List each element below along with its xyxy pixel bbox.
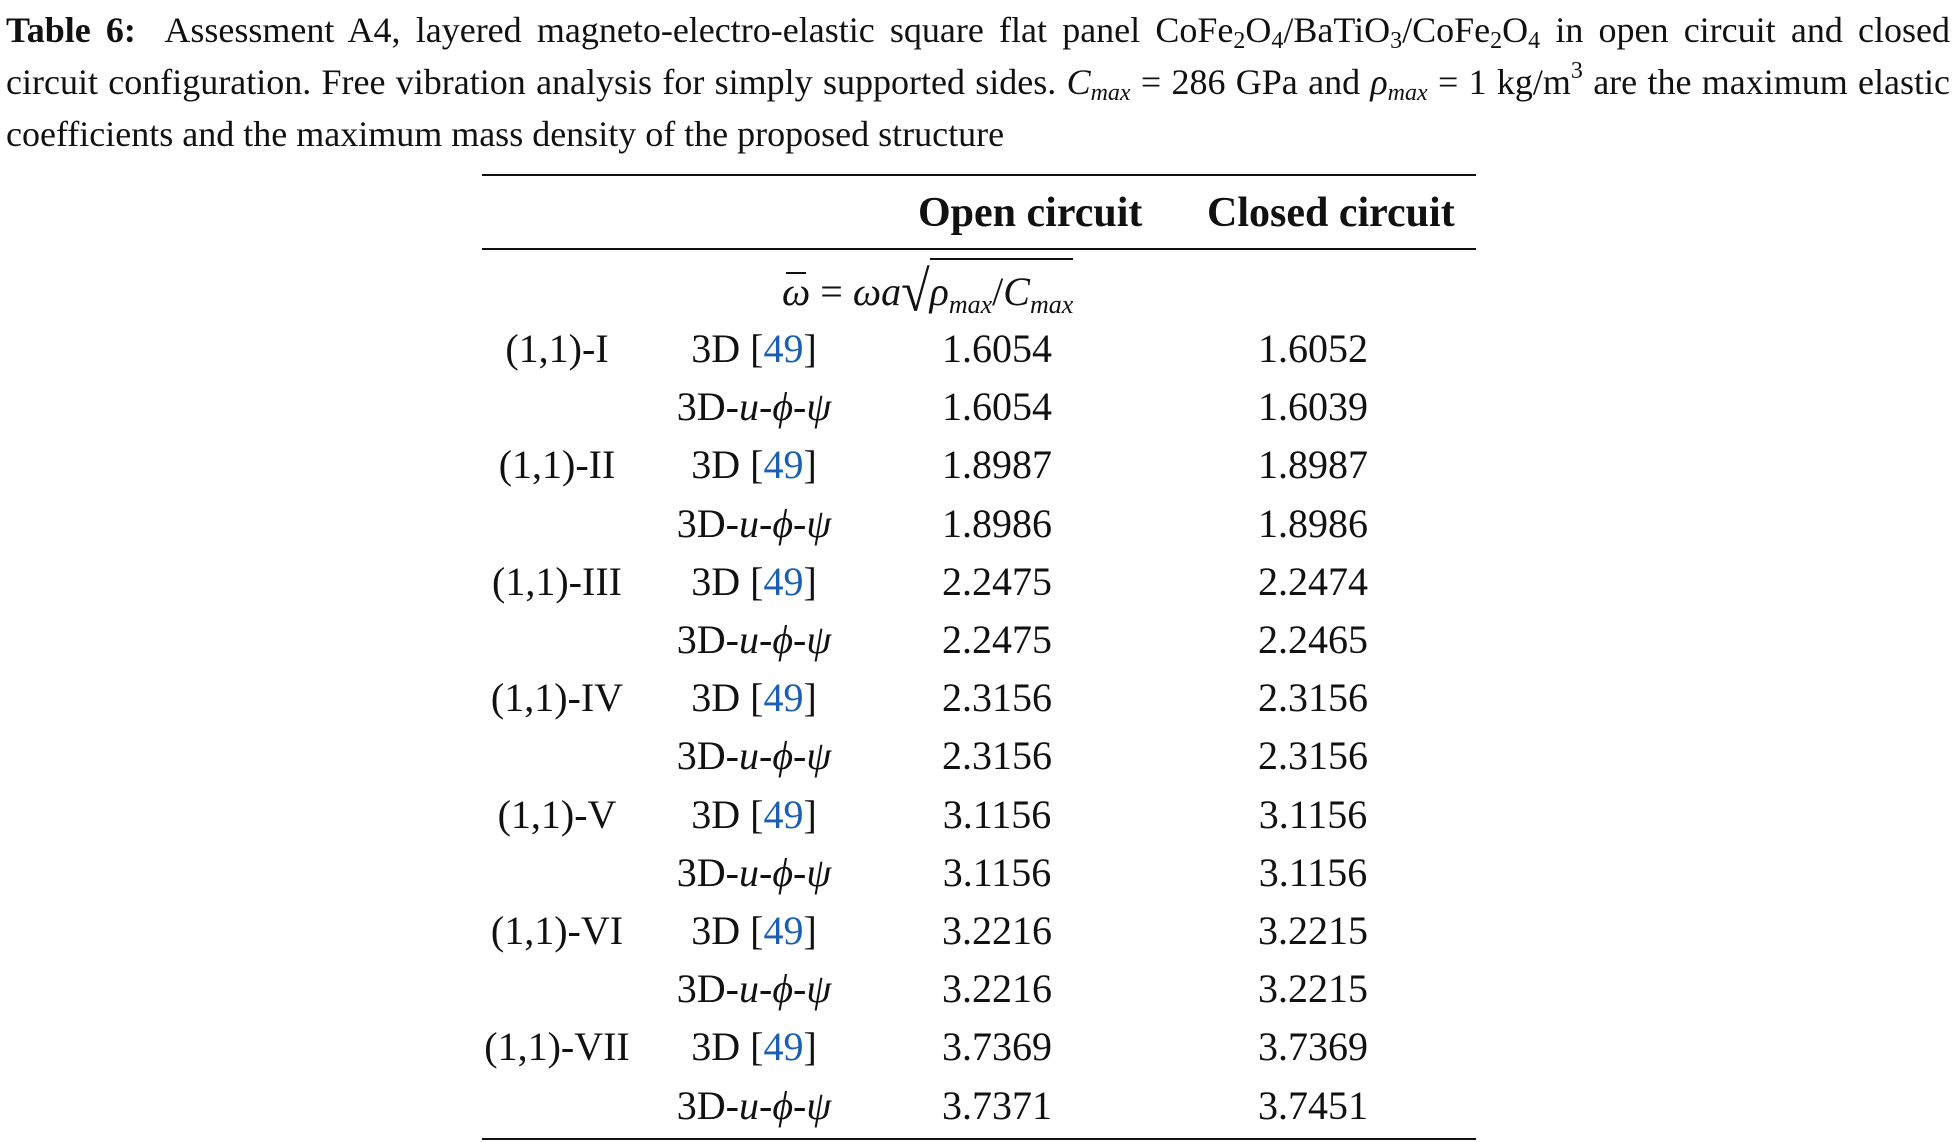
table-row bbox=[482, 960, 1476, 1018]
table-row bbox=[482, 902, 1476, 960]
table-row bbox=[482, 436, 1476, 494]
citation-link[interactable]: 49 bbox=[763, 908, 804, 953]
open-circuit-value: 2.3156 bbox=[942, 733, 1052, 779]
table-header-rule bbox=[482, 248, 1476, 250]
method-label: 3D [49] bbox=[691, 442, 817, 488]
citation-link[interactable]: 49 bbox=[763, 442, 804, 488]
closed-circuit-value: 3.7451 bbox=[1258, 1082, 1368, 1128]
open-circuit-value: 1.8987 bbox=[942, 442, 1052, 488]
mode-label: (1,1)-III bbox=[492, 558, 622, 604]
closed-circuit-value: 3.2215 bbox=[1258, 908, 1368, 953]
method-label: 3D [49] bbox=[691, 326, 817, 371]
closed-circuit-value: 3.7369 bbox=[1258, 1024, 1368, 1070]
method-label: 3D [49] bbox=[691, 1024, 817, 1070]
citation-link[interactable]: 49 bbox=[763, 558, 804, 604]
open-circuit-value: 3.7371 bbox=[942, 1082, 1052, 1128]
table-top-rule bbox=[482, 174, 1476, 176]
closed-circuit-value: 3.1156 bbox=[1258, 791, 1368, 837]
open-circuit-value: 1.6054 bbox=[942, 384, 1052, 430]
table-row bbox=[482, 786, 1476, 844]
closed-circuit-value: 2.3156 bbox=[1258, 675, 1368, 721]
method-label: 3D-u-ϕ-ψ bbox=[676, 384, 832, 430]
open-circuit-value: 3.7369 bbox=[942, 1024, 1052, 1070]
mode-label: (1,1)-I bbox=[505, 326, 609, 371]
table-row bbox=[482, 727, 1476, 785]
mode-label: (1,1)-IV bbox=[490, 675, 624, 721]
table-row bbox=[482, 669, 1476, 727]
method-label: 3D-u-ϕ-ψ bbox=[676, 733, 832, 779]
method-label: 3D-u-ϕ-ψ bbox=[676, 966, 832, 1012]
table-bottom-rule bbox=[482, 1138, 1476, 1140]
closed-circuit-value: 1.8987 bbox=[1258, 442, 1368, 488]
closed-circuit-value: 3.1156 bbox=[1258, 849, 1368, 895]
method-label: 3D [49] bbox=[691, 908, 817, 953]
mode-label: (1,1)-VII bbox=[484, 1024, 630, 1070]
closed-circuit-value: 2.2474 bbox=[1258, 558, 1368, 604]
open-circuit-value: 2.2475 bbox=[942, 617, 1052, 662]
table-row bbox=[482, 320, 1476, 378]
closed-circuit-value: 1.6052 bbox=[1258, 326, 1368, 371]
closed-circuit-value: 2.2465 bbox=[1258, 617, 1368, 662]
closed-circuit-value: 1.8986 bbox=[1258, 500, 1368, 546]
method-label: 3D [49] bbox=[691, 675, 817, 721]
open-circuit-value: 1.6054 bbox=[942, 326, 1052, 371]
table-row bbox=[482, 611, 1476, 669]
open-circuit-value: 3.2216 bbox=[942, 908, 1052, 953]
citation-link[interactable]: 49 bbox=[763, 791, 804, 837]
method-label: 3D-u-ϕ-ψ bbox=[676, 849, 832, 895]
open-circuit-value: 2.2475 bbox=[942, 558, 1052, 604]
caption-label: Table 6: bbox=[6, 10, 136, 50]
mode-label: (1,1)-V bbox=[497, 791, 617, 837]
closed-circuit-value: 3.2215 bbox=[1258, 966, 1368, 1012]
method-label: 3D [49] bbox=[691, 558, 817, 604]
table-row bbox=[482, 495, 1476, 553]
method-label: 3D-u-ϕ-ψ bbox=[676, 500, 832, 546]
closed-circuit-value: 1.6039 bbox=[1258, 384, 1368, 430]
method-label: 3D-u-ϕ-ψ bbox=[676, 617, 832, 662]
citation-link[interactable]: 49 bbox=[763, 1024, 804, 1070]
table-row bbox=[482, 553, 1476, 611]
caption-text: Assessment A4, layered magneto-electro-elastic square flat panel $CoFe_2O_4/BaTiO_3/CoFe_2O_4$ in open circuit and closed circuit configuration. Free vibration analysis for simply supported sides. $C_{max} = 286$ GPa and $\rho_{max} = 1$ $kg/m^3$ are the maximum elastic coefficients and the maximum mass density of the proposed structure bbox=[6, 10, 1951, 154]
mode-label: (1,1)-II bbox=[498, 442, 616, 488]
table-caption bbox=[6, 4, 1950, 160]
table-row bbox=[482, 1018, 1476, 1076]
citation-link[interactable]: 49 bbox=[763, 326, 804, 371]
table-row bbox=[482, 378, 1476, 436]
closed-circuit-value: 2.3156 bbox=[1258, 733, 1368, 779]
method-label: 3D-u-ϕ-ψ bbox=[676, 1082, 832, 1128]
open-circuit-value: 2.3156 bbox=[942, 675, 1052, 721]
citation-link[interactable]: 49 bbox=[763, 675, 804, 721]
method-label: 3D [49] bbox=[691, 791, 817, 837]
header-open-circuit: Open circuit bbox=[918, 190, 1143, 236]
mode-label: (1,1)-VI bbox=[490, 908, 624, 953]
header-closed-circuit: Closed circuit bbox=[1207, 190, 1455, 236]
open-circuit-value: 3.1156 bbox=[942, 791, 1052, 837]
open-circuit-value: 3.1156 bbox=[942, 849, 1052, 895]
table-row bbox=[482, 1077, 1476, 1135]
open-circuit-value: 3.2216 bbox=[942, 966, 1052, 1012]
table-row bbox=[482, 844, 1476, 902]
open-circuit-value: 1.8986 bbox=[942, 500, 1052, 546]
frequency-formula: $\omega = \omega a√\rho_{max}/C_{max}$ bbox=[782, 258, 1073, 318]
